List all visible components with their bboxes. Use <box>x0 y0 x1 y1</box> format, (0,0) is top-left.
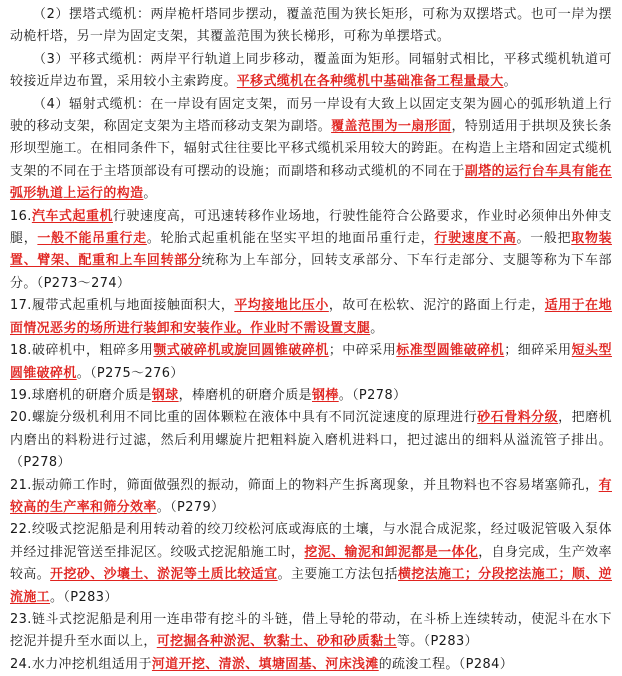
paragraph <box>10 385 612 407</box>
text-run: 19.球磨机的研磨介质是 <box>10 387 152 403</box>
text-run: 16. <box>10 208 32 224</box>
text-run: （3）平移式缆机：两岸平行轨道上同步移动，覆盖面为矩形。同辐射式相比，平移式缆机轨道可较接近岸边布置，采用较小主索跨度。 <box>10 51 612 90</box>
highlighted-key-point: 横挖法施工；分段挖法施工；顺、逆流施工 <box>10 567 612 605</box>
text-run: 行驶速度高，可迅速转移作业场地，行驶性能符合公路要求，作业时必须伸出外伸支腿， <box>10 208 612 247</box>
highlighted-key-point: 副塔的运行台车具有能在弧形轨道上运行的构造 <box>10 163 612 202</box>
text-run: 21.振动筛工作时，筛面做强烈的振动，筛面上的物料产生拆离现象，并且物料也不容易堵塞筛孔， <box>10 477 599 493</box>
text-run: （2）摆塔式缆机：两岸桅杆塔同步摆动，覆盖范围为狭长矩形，可称为双摆塔式。也可一岸为摆动桅杆塔，另一岸为固定支架，其覆盖范围为狭长梯形，可称为单摆塔式。 <box>10 7 612 45</box>
highlighted-key-point: 钢球 <box>151 387 179 403</box>
highlighted-key-point: 可挖掘各种淤泥、软黏土、砂和砂质黏土 <box>156 634 397 650</box>
text-run: 23.链斗式挖泥船是利用一连串带有挖斗的斗链，借上导轮的带动，在斗桥上连续转动，使泥斗在水下挖泥并提升至水面以上， <box>10 611 612 650</box>
highlighted-key-point: 开挖砂、沙壤土、淤泥等土质比较适宜 <box>50 567 278 583</box>
paragraph <box>10 654 612 676</box>
text-run: 。（P278） <box>338 387 407 403</box>
highlighted-key-point: 汽车式起重机 <box>31 208 113 224</box>
highlighted-key-point: 标准型圆锥破碎机 <box>396 343 505 359</box>
paragraph <box>10 609 612 654</box>
highlighted-key-point: 颚式破碎机或旋回圆锥破碎机 <box>153 343 329 359</box>
paragraph <box>10 475 612 520</box>
text-run: ，特别适用于拱坝及狭长条形坝型施工。在相同条件下，辐射式往往要比平移式缆机采用较大的跨距。在构造上主塔和固定式缆机支架的不同在于主塔顶部设有可摆动的设施；而副塔和移动式缆机的不同在于 <box>10 119 612 179</box>
highlighted-key-point: 有较高的生产率和筛分效率 <box>10 477 612 515</box>
highlighted-key-point: 河道开挖、清淤、填塘固基、河床浅滩 <box>151 656 379 672</box>
paragraph <box>10 519 612 609</box>
text-run: 。（P283） <box>50 589 118 605</box>
paragraph <box>10 295 612 340</box>
text-run: 的疏浚工程。（P284） <box>378 656 514 672</box>
text-run: 统称为上车部分，回转支承部分、下车行走部分、支腿等称为下车部分。（P273～274） <box>10 253 612 291</box>
highlighted-key-point: 钢棒 <box>312 387 339 403</box>
text-run: ，把磨机内磨出的料粉进行过滤，然后利用螺旋片把粗料旋入磨机进料口，把过滤出的细料从溢流管子排出。（P278） <box>10 410 612 471</box>
text-run: 。 <box>503 74 517 90</box>
text-run: 24.水力冲挖机组适用于 <box>10 656 152 672</box>
paragraph <box>10 206 612 296</box>
paragraph <box>10 94 612 206</box>
highlighted-key-point: 一般不能吊重行走 <box>37 231 147 247</box>
highlighted-key-point: 行驶速度不高 <box>434 231 517 247</box>
highlighted-key-point: 适用于在地面情况恶劣的场所进行装卸和安装作业。作业时不需设置支腿 <box>10 298 613 336</box>
highlighted-key-point: 短头型圆锥破碎机 <box>10 343 613 381</box>
text-run: ，自身完成，生产效率较高。 <box>10 544 612 583</box>
text-run: 。轮胎式起重机能在坚实平坦的地面吊重行走， <box>146 231 435 247</box>
text-run: 。（P279） <box>156 499 225 515</box>
text-run: ，故可在松软、泥泞的路面上行走， <box>328 298 545 314</box>
text-run: 22.绞吸式挖泥船是利用转动着的绞刀绞松河底或海底的土壤，与水混合成泥浆，经过吸泥管吸入泵体并经过排泥管送至排泥区。绞吸式挖泥船施工时， <box>10 522 612 560</box>
highlighted-key-point: 挖泥、输泥和卸泥都是一体化 <box>304 544 479 560</box>
text-run: 。一般把 <box>516 231 572 247</box>
highlighted-key-point: 覆盖范围为一扇形面 <box>331 119 452 135</box>
text-run: 。（P275～276） <box>76 365 184 381</box>
text-run: 18.破碎机中，粗碎多用 <box>10 343 154 359</box>
text-run: ；中碎采用 <box>328 343 397 359</box>
text-run: 。 <box>370 320 384 336</box>
text-run: ，棒磨机的研磨介质是 <box>178 387 313 403</box>
text-run: 等。（P283） <box>396 634 478 650</box>
paragraph <box>10 407 612 474</box>
paragraph <box>10 49 612 94</box>
text-run: 。主要施工方法包括 <box>277 567 398 583</box>
text-run: 17.履带式起重机与地面接触面积大， <box>10 298 235 314</box>
paragraph <box>10 340 612 385</box>
text-run: 。 <box>143 186 157 202</box>
text-run: ；细碎采用 <box>504 343 572 359</box>
highlighted-key-point: 砂石骨料分级 <box>477 410 559 426</box>
paragraph <box>10 4 612 49</box>
highlighted-key-point: 平均接地比压小 <box>234 298 329 314</box>
text-run: 20.螺旋分级机利用不同比重的固体颗粒在液体中具有不同沉淀速度的原理进行 <box>10 410 478 426</box>
text-run: （4）辐射式缆机：在一岸设有固定支架，而另一岸设有大致上以固定支架为圆心的弧形轨道上行驶的移动支架，称固定支架为主塔而移动支架为副塔。 <box>10 96 612 135</box>
highlighted-key-point: 取物装置、臂架、配重和上车回转部分 <box>10 231 612 269</box>
highlighted-key-point: 平移式缆机在各种缆机中基础准备工程量最大 <box>236 74 504 90</box>
